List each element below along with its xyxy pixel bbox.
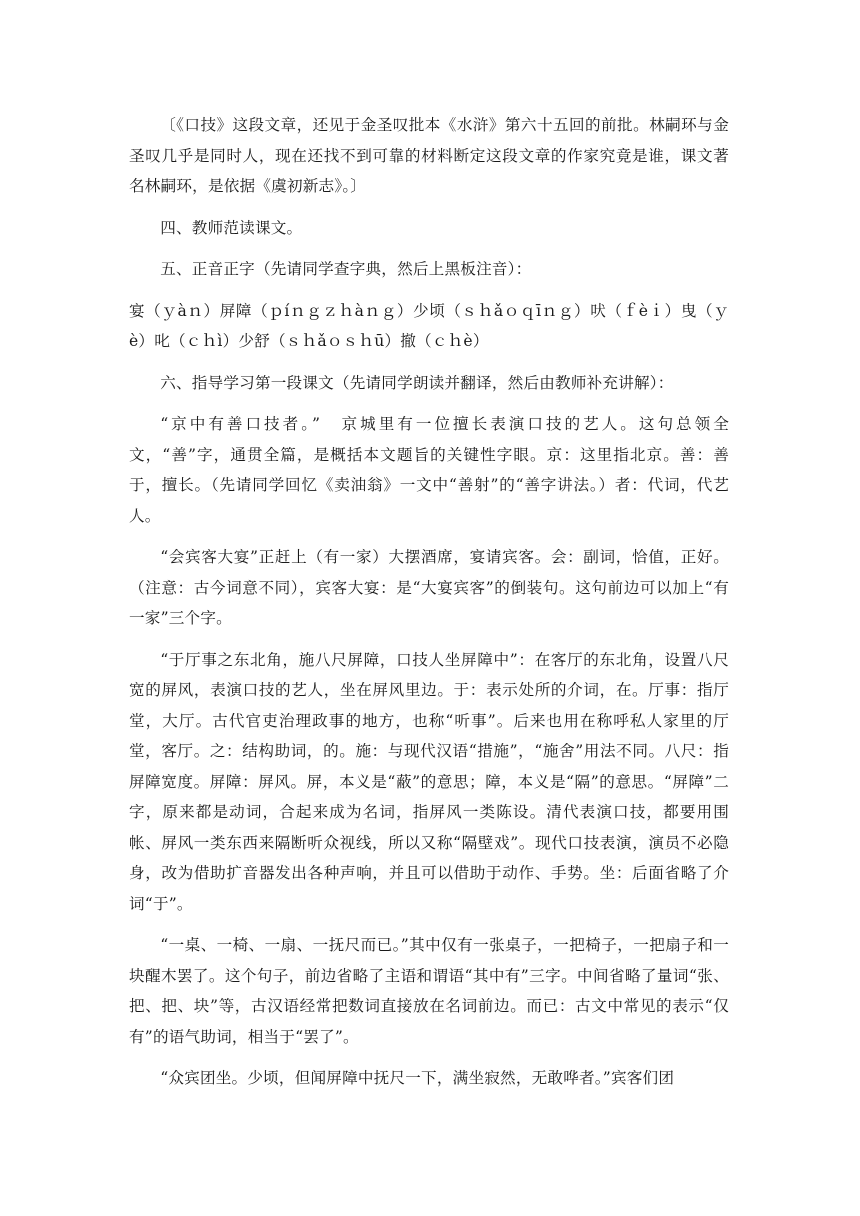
paragraph-pronunciation: 宴（ｙàｎ）屏障（ｐíｎｇｚｈàｎｇ）少顷（ｓｈǎｏｑīｎｇ）吠（ｆèｉ）曳（ｙè）叱（ｃｈì）少舒（ｓｈǎｏｓｈū）撤（ｃｈè） [129,301,729,350]
paragraph-huibinke: “会宾客大宴”正赶上（有一家）大摆酒席，宴请宾客。会：副词，恰值，正好。（注意：古今词意不同），宾客大宴：是“大宴宾客”的倒装句。这句前边可以加上“有一家”三个字。 [129,548,729,627]
paragraph-step-six: 六、指导学习第一段课文（先请同学朗读并翻译，然后由教师补充讲解）： [160,373,674,392]
paragraph-yutingshi: “于厅事之东北角，施八尺屏障，口技人坐屏障中”：在客厅的东北角，设置八尺宽的屏风，表演口技的艺人，坐在屏风里边。于：表示处所的介词，在。厅事：指厅堂，大厅。古代官吏治理政事的地方，也称“听事”。后来也用在称呼私人家里的厅堂，客厅。之：结构助词，的。施：与现代汉语“措施”，“施舍”用法不同。八尺：指屏障宽度。屏障：屏风。屏，本义是“蔽”的意思；障，本义是“隔”的意思。“屏障”二字，原来都是动词，合起来成为名词，指屏风一类陈设。清代表演口技，都要用围帐、屏风一类东西来隔断听众视线，所以又称“隔壁戏”。现代口技表演，演员不必隐身，改为借助扩音器发出各种声响，并且可以借助于动作、手势。坐：后面省略了介词“于”。 [129,650,729,913]
paragraph-zhongbin: “众宾团坐。少顷，但闻屏障中抚尺一下，满坐寂然，无敢哗者。”宾客们团 [160,1069,675,1087]
paragraph-step-four: 四、教师范读课文。 [160,218,303,237]
paragraph-note: 〔《口技》这段文章，还见于金圣叹批本《水浒》第六十五回的前批。林嗣环与金圣叹几乎是同时人，现在还找不到可靠的材料断定这段文章的作家究竟是谁，课文著名林嗣环，是依据《虞初新志》。〕 [129,116,729,195]
paragraph-jingzhong: “京中有善口技者。” 京城里有一位擅长表演口技的艺人。这句总领全文，“善”字，通贯全篇，是概括本文题旨的关键性字眼。京：这里指北京。善：善于，擅长。（先请同学回忆《卖油翁》一文中“善射”的“善字讲法。）者：代词，代艺人。 [129,415,729,525]
document-page [129,110,729,1105]
paragraph-yizhuo: “一桌、一椅、一扇、一抚尺而已。”其中仅有一张桌子，一把椅子，一把扇子和一块醒木罢了。这个句子，前边省略了主语和谓语“其中有”三字。中间省略了量词“张、把、把、块”等，古汉语经常把数词直接放在名词前边。而已：古文中常见的表示“仅有”的语气助词，相当于“罢了”。 [129,936,729,1046]
paragraph-step-five: 五、正音正字（先请同学查字典，然后上黑板注音）： [160,260,532,278]
